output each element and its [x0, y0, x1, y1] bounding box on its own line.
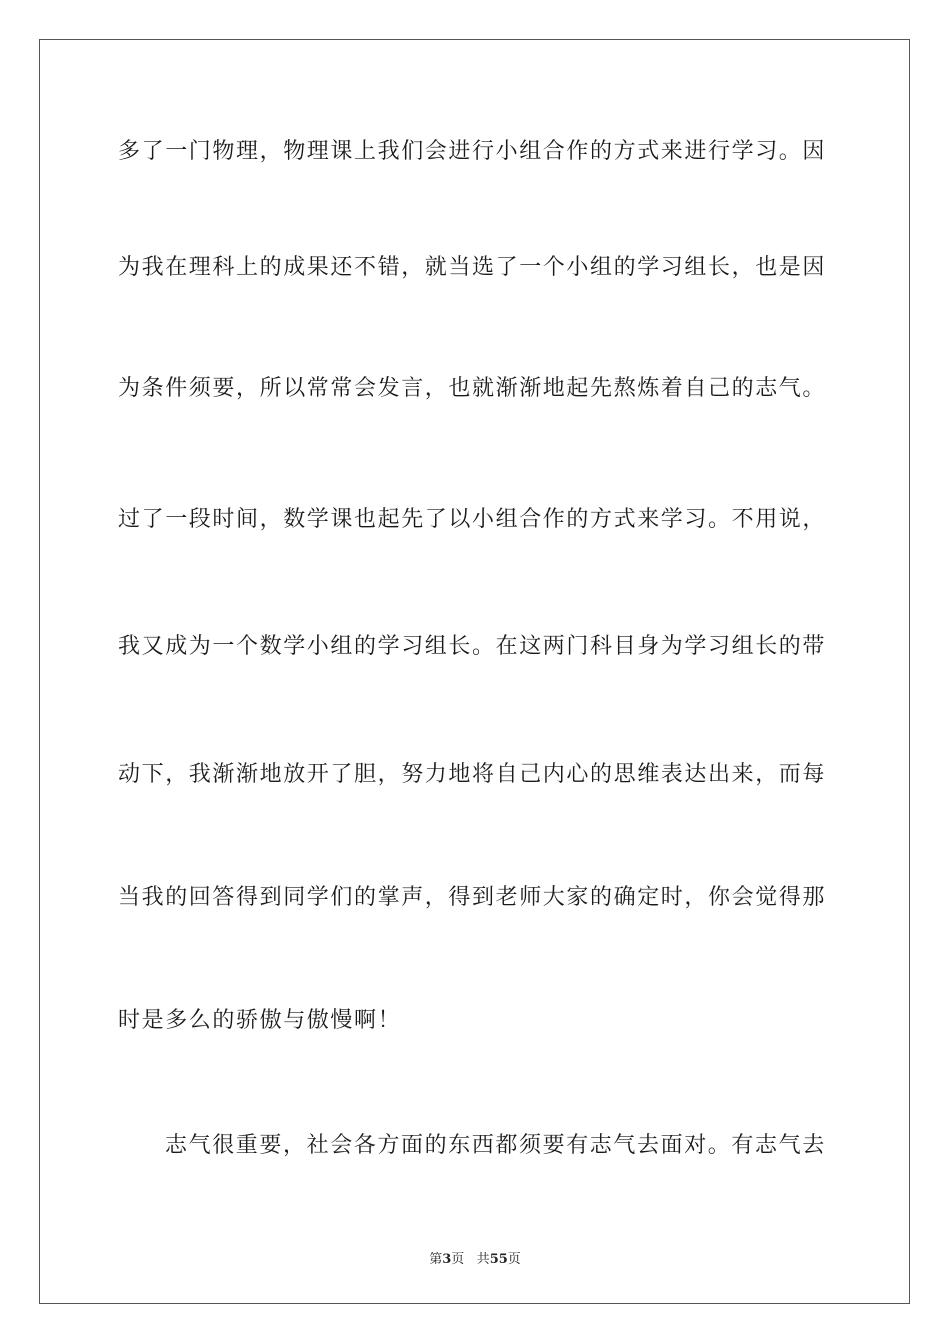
text-line-4: 过了一段时间，数学课也起先了以小组合作的方式来学习。不用说， — [118, 507, 827, 532]
text-line-7: 当我的回答得到同学们的掌声，得到老师大家的确定时，你会觉得那 — [118, 885, 827, 910]
text-line-6: 动下，我渐渐地放开了胆，努力地将自己内心的思维表达出来，而每 — [118, 762, 827, 787]
footer-total-prefix: 共 — [476, 1252, 490, 1267]
text-line-8: 时是多么的骄傲与傲慢啊！ — [118, 1008, 402, 1033]
footer-prefix: 第 — [429, 1252, 443, 1267]
footer-page-number: 3 — [442, 1252, 452, 1267]
footer-total-pages: 55 — [489, 1252, 508, 1267]
footer-page-suffix: 页 — [451, 1252, 465, 1267]
text-line-3: 为条件须要，所以常常会发言，也就渐渐地起先熬炼着自己的志气。 — [118, 376, 827, 401]
text-line-1: 多了一门物理，物理课上我们会进行小组合作的方式来进行学习。因 — [118, 139, 827, 164]
page-border — [39, 39, 910, 1304]
text-line-9-indented: 志气很重要，社会各方面的东西都须要有志气去面对。有志气去 — [165, 1133, 826, 1158]
text-line-2: 为我在理科上的成果还不错，就当选了一个小组的学习组长，也是因 — [118, 255, 827, 280]
text-line-5: 我又成为一个数学小组的学习组长。在这两门科目身为学习组长的带 — [118, 634, 827, 659]
page-footer — [0, 1248, 950, 1267]
footer-total-suffix: 页 — [507, 1252, 521, 1267]
